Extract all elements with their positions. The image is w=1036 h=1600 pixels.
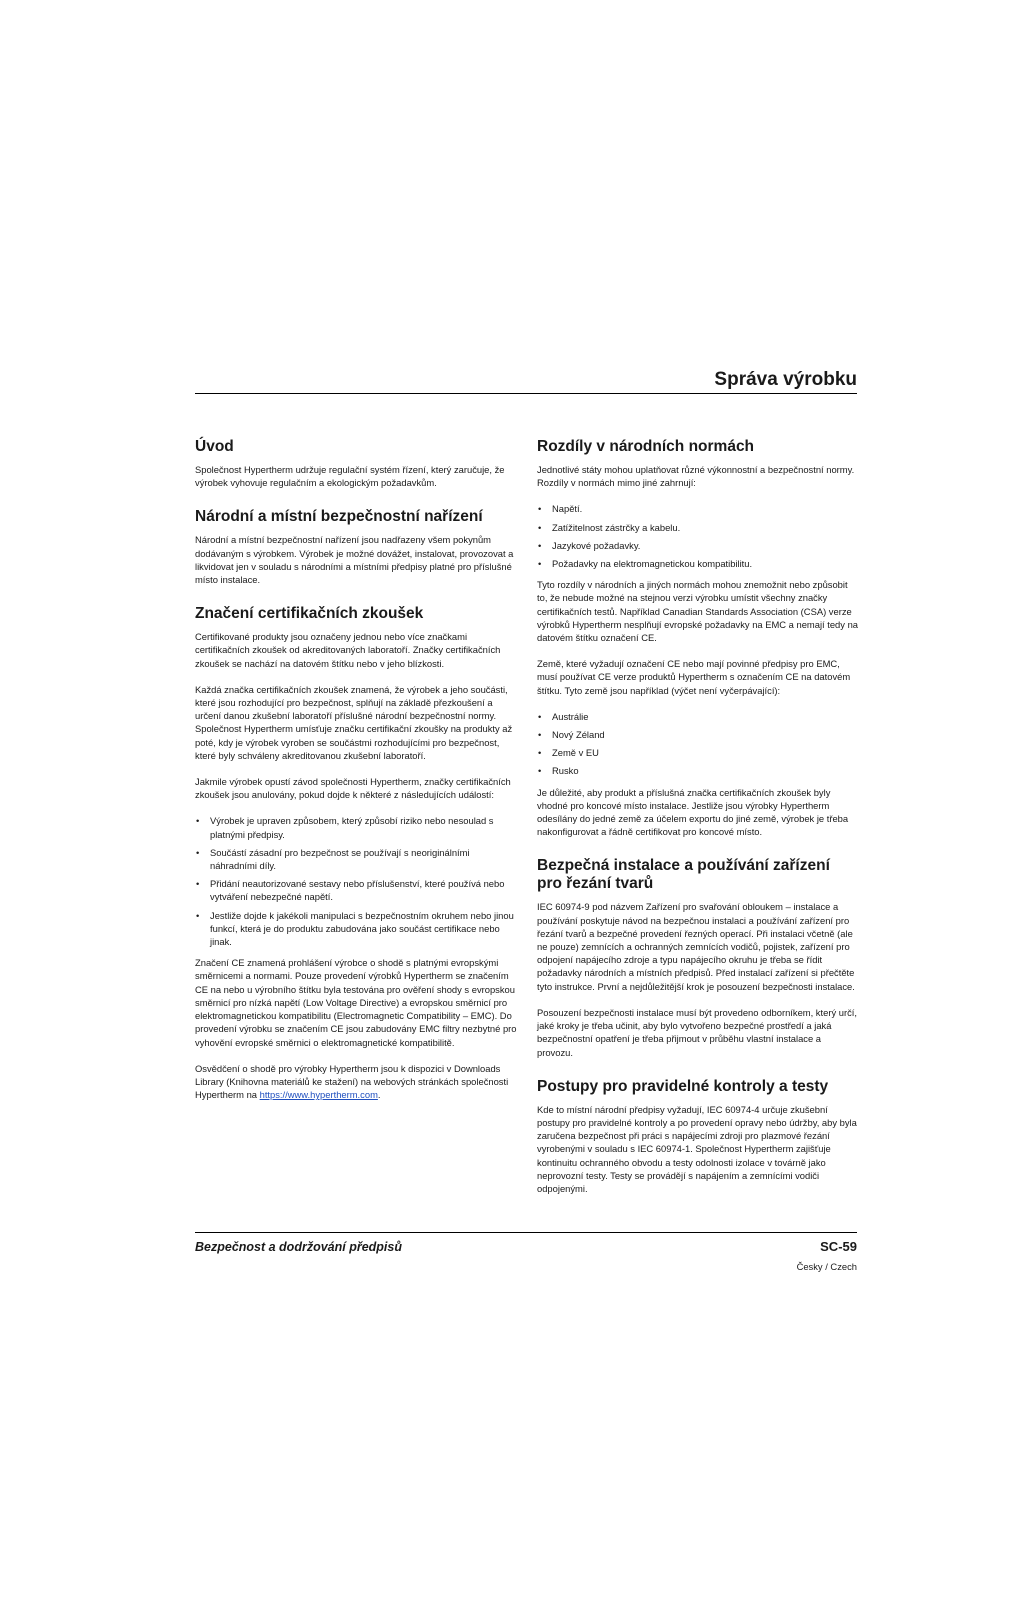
list-item-text: Země v EU: [552, 747, 599, 759]
bullet-icon: •: [538, 521, 542, 533]
list-item: [537, 710, 859, 723]
section-heading-national-regulations: Národní a místní bezpečnostní nařízení: [195, 508, 483, 526]
list-item-text: Nový Zéland: [552, 729, 605, 741]
list-item-text: Přidání neautorizované sestavy nebo příslušenství, které používá nebo vytváření nebezpečné napětí.: [210, 878, 505, 903]
bullet-icon: •: [538, 558, 542, 570]
list-item: [537, 746, 859, 759]
differences-paragraph-2: Tyto rozdíly v národních a jiných normách mohou znemožnit nebo způsobit to, že nebude možné na stejnou verzi výrobku umístit všechny značky certifikačních testů. Například Canadian Standards Association (CSA) verze výrobků Hypertherm nesplňují evropské požadavky na EMC a nemají tedy na datovém štítku označení CE.: [537, 579, 858, 644]
certification-paragraph-1: Certifikované produkty jsou označeny jednou nebo více značkami certifikačních zkoušek od akreditovaných laboratoří. Značky certifikačních zkoušek se nachází na datovém štítku nebo v jeho blízkosti.: [195, 631, 501, 669]
bullet-icon: •: [538, 503, 542, 515]
bullet-icon: •: [538, 539, 542, 551]
bullet-icon: •: [538, 747, 542, 759]
list-item-text: Výrobek je upraven způsobem, který způsobí riziko nebo nesoulad s platnými předpisy.: [210, 815, 494, 840]
page-title: Správa výrobku: [714, 369, 857, 390]
certification-paragraph-3: Jakmile výrobek opustí závod společnosti Hypertherm, značky certifikačních zkoušek jsou anulovány, pokud dojde k některé z následujících událostí:: [195, 776, 511, 801]
bullet-icon: •: [196, 878, 200, 890]
declaration-text: Osvědčení o shodě pro výrobky Hypertherm jsou k dispozici v Downloads Library (Knihovna materiálů ke stažení) na webových stránkách společnosti Hypertherm na: [195, 1062, 509, 1101]
list-item-text: Jestliže dojde k jakékoli manipulaci s bezpečnostním okruhem nebo jinou funkcí, která je do produktu zabudována jako součást certifikace nebo jinak.: [210, 909, 514, 948]
differences-paragraph-1: Jednotlivé státy mohou uplatňovat různé výkonnostní a bezpečnostní normy. Rozdíly v normách mimo jiné zahrnují:: [537, 464, 855, 489]
list-item: [537, 764, 859, 777]
list-item-text: Zatížitelnost zástrčky a kabelu.: [552, 521, 681, 533]
declaration-text-end: .: [377, 1089, 381, 1101]
list-item-text: Jazykové požadavky.: [552, 539, 641, 551]
bullet-icon: •: [538, 710, 542, 722]
section-heading-certification-marks: Značení certifikačních zkoušek: [195, 605, 424, 623]
intro-paragraph: Společnost Hypertherm udržuje regulační systém řízení, který zaručuje, že výrobek vyhovuje regulačním a ekologickým požadavkům.: [195, 464, 505, 489]
footer-rule: [195, 1232, 857, 1233]
list-item-text: Požadavky na elektromagnetickou kompatibilitu.: [552, 558, 753, 570]
certification-voiding-list: [195, 814, 517, 948]
list-item-text: Rusko: [552, 765, 579, 777]
list-item: [537, 557, 859, 570]
installation-paragraph-1: IEC 60974-9 pod názvem Zařízení pro svařování obloukem – instalace a používání poskytuje návod na bezpečnou instalaci a používání zařízení pro řezání tvarů a bezpečné provedení řezných operací. Při instalaci včetně (ale ne pouze) zemnících a ochranných zemnících vodičů, pojistek, zařízení pro odpojení napájecího zdroje a typu napájecího okruhu je třeba se řídit požadavky národních a místních předpisů. Před instalací zařízení si přečtěte tyto instrukce. První a nejdůležitější krok je posouzení bezpečnosti instalace.: [537, 901, 855, 992]
hypertherm-website-link[interactable]: https://www.hypertherm.com: [259, 1089, 378, 1101]
footer-language: Česky / Czech: [796, 1261, 857, 1272]
installation-paragraph-2: Posouzení bezpečnosti instalace musí být provedeno odborníkem, který určí, jaké kroky je třeba učinit, aby bylo vytvořeno bezpečné prostředí a jaká bezpečnostní opatření je třeba přijmout v průběhu vlastní instalace a provozu.: [537, 1006, 857, 1058]
list-item-text: Napětí.: [552, 503, 583, 515]
section-heading-national-differences: Rozdíly v národních normách: [537, 438, 755, 455]
list-item: [537, 502, 859, 515]
footer-section-title: Bezpečnost a dodržování předpisů: [195, 1240, 402, 1254]
left-column: [195, 438, 517, 1114]
ce-marking-paragraph: Značení CE znamená prohlášení výrobce o shodě s platnými evropskými směrnicemi a normami. Pouze provedení výrobků Hypertherm se značením CE na nebo u výrobního štítku byla testována pro ověření shody s evropskou směrnicí pro nízká napětí (Low Voltage Directive) a evropskou směrnicí pro elektromagnetickou kompatibilitu (Electromagnetic Compatibility – EMC). Do provedení výrobku se značením CE jsou zabudovány EMC filtry nezbytné pro vyhovění evropské směrnici o elektromagnetické kompatibilitě.: [195, 957, 517, 1048]
countries-list: [537, 710, 859, 778]
differences-paragraph-3: Země, které vyžadují označení CE nebo mají povinné předpisy pro EMC, musí používat CE verze produktů Hypertherm s označením CE na datovém štítku. Tyto země jsou například (výčet není vyčerpávající):: [537, 658, 851, 696]
section-heading-intro: Úvod: [195, 438, 234, 455]
differences-paragraph-4: Je důležité, aby produkt a příslušná značka certifikačních zkoušek byly vhodné pro koncové místo instalace. Jestliže jsou výrobky Hypertherm odesílány do jedné země za účelem exportu do jiné země, výrobek je třeba nakonfigurovat a řádně certifikovat pro koncové místo.: [537, 786, 849, 838]
differences-list: [537, 502, 859, 570]
list-item: [195, 877, 517, 903]
page-number: SC-59: [820, 1239, 857, 1254]
certification-paragraph-2: Každá značka certifikačních zkoušek znamená, že výrobek a jeho součásti, které jsou rozhodující pro bezpečnost, splňují na základě přezkoušení a určení danou zkušební laboratoří příslušné národní bezpečnostní normy. Společnost Hypertherm umísťuje značku certifikační zkoušky na produkty až poté, kdy je výrobek vyroben se součástmi rozhodujícími pro bezpečnost, které byly schváleny akreditovanou zkušební laboratoří.: [195, 683, 513, 761]
header-rule: [195, 393, 857, 394]
bullet-icon: •: [196, 909, 200, 921]
bullet-icon: •: [538, 765, 542, 777]
national-regulations-paragraph: Národní a místní bezpečnostní nařízení jsou nadřazeny všem pokynům dodávaným s výrobkem. Výrobek je možné dovážet, instalovat, provozovat a likvidovat jen v souladu s národními a místními předpisy platné pro příslušné místo instalace.: [195, 534, 514, 586]
list-item: [195, 814, 517, 840]
list-item: [195, 909, 517, 949]
list-item: [537, 539, 859, 552]
bullet-icon: •: [196, 846, 200, 858]
section-heading-safe-installation: Bezpečná instalace a používání zařízení pro řezání tvarů: [537, 857, 830, 893]
list-item: [195, 846, 517, 872]
page-header: [195, 368, 857, 392]
declaration-paragraph: [195, 1062, 517, 1102]
bullet-icon: •: [196, 815, 200, 827]
list-item-text: Austrálie: [552, 710, 589, 722]
bullet-icon: •: [538, 729, 542, 741]
section-heading-periodic-inspection: Postupy pro pravidelné kontroly a testy: [537, 1077, 829, 1095]
list-item-text: Součástí zásadní pro bezpečnost se používají s neoriginálními náhradními díly.: [210, 846, 470, 872]
right-column: [537, 438, 859, 1208]
inspection-paragraph: Kde to místní národní předpisy vyžadují, IEC 60974-4 určuje zkušební postupy pro pravidelné kontroly a po provedení opravy nebo údržby, aby byla zaručena bezpečnost při práci s napájecími zdroji pro plazmové řezání vyrobenými v souladu s IEC 60974-1. Společnost Hypertherm zajišťuje kontinuitu ochranného obvodu a testy odolnosti izolace v továrně jako neprovozní testy. Testy se provádějí s napájením a zemnícími vodiči odpojenými.: [537, 1103, 857, 1194]
list-item: [537, 521, 859, 534]
list-item: [537, 728, 859, 741]
